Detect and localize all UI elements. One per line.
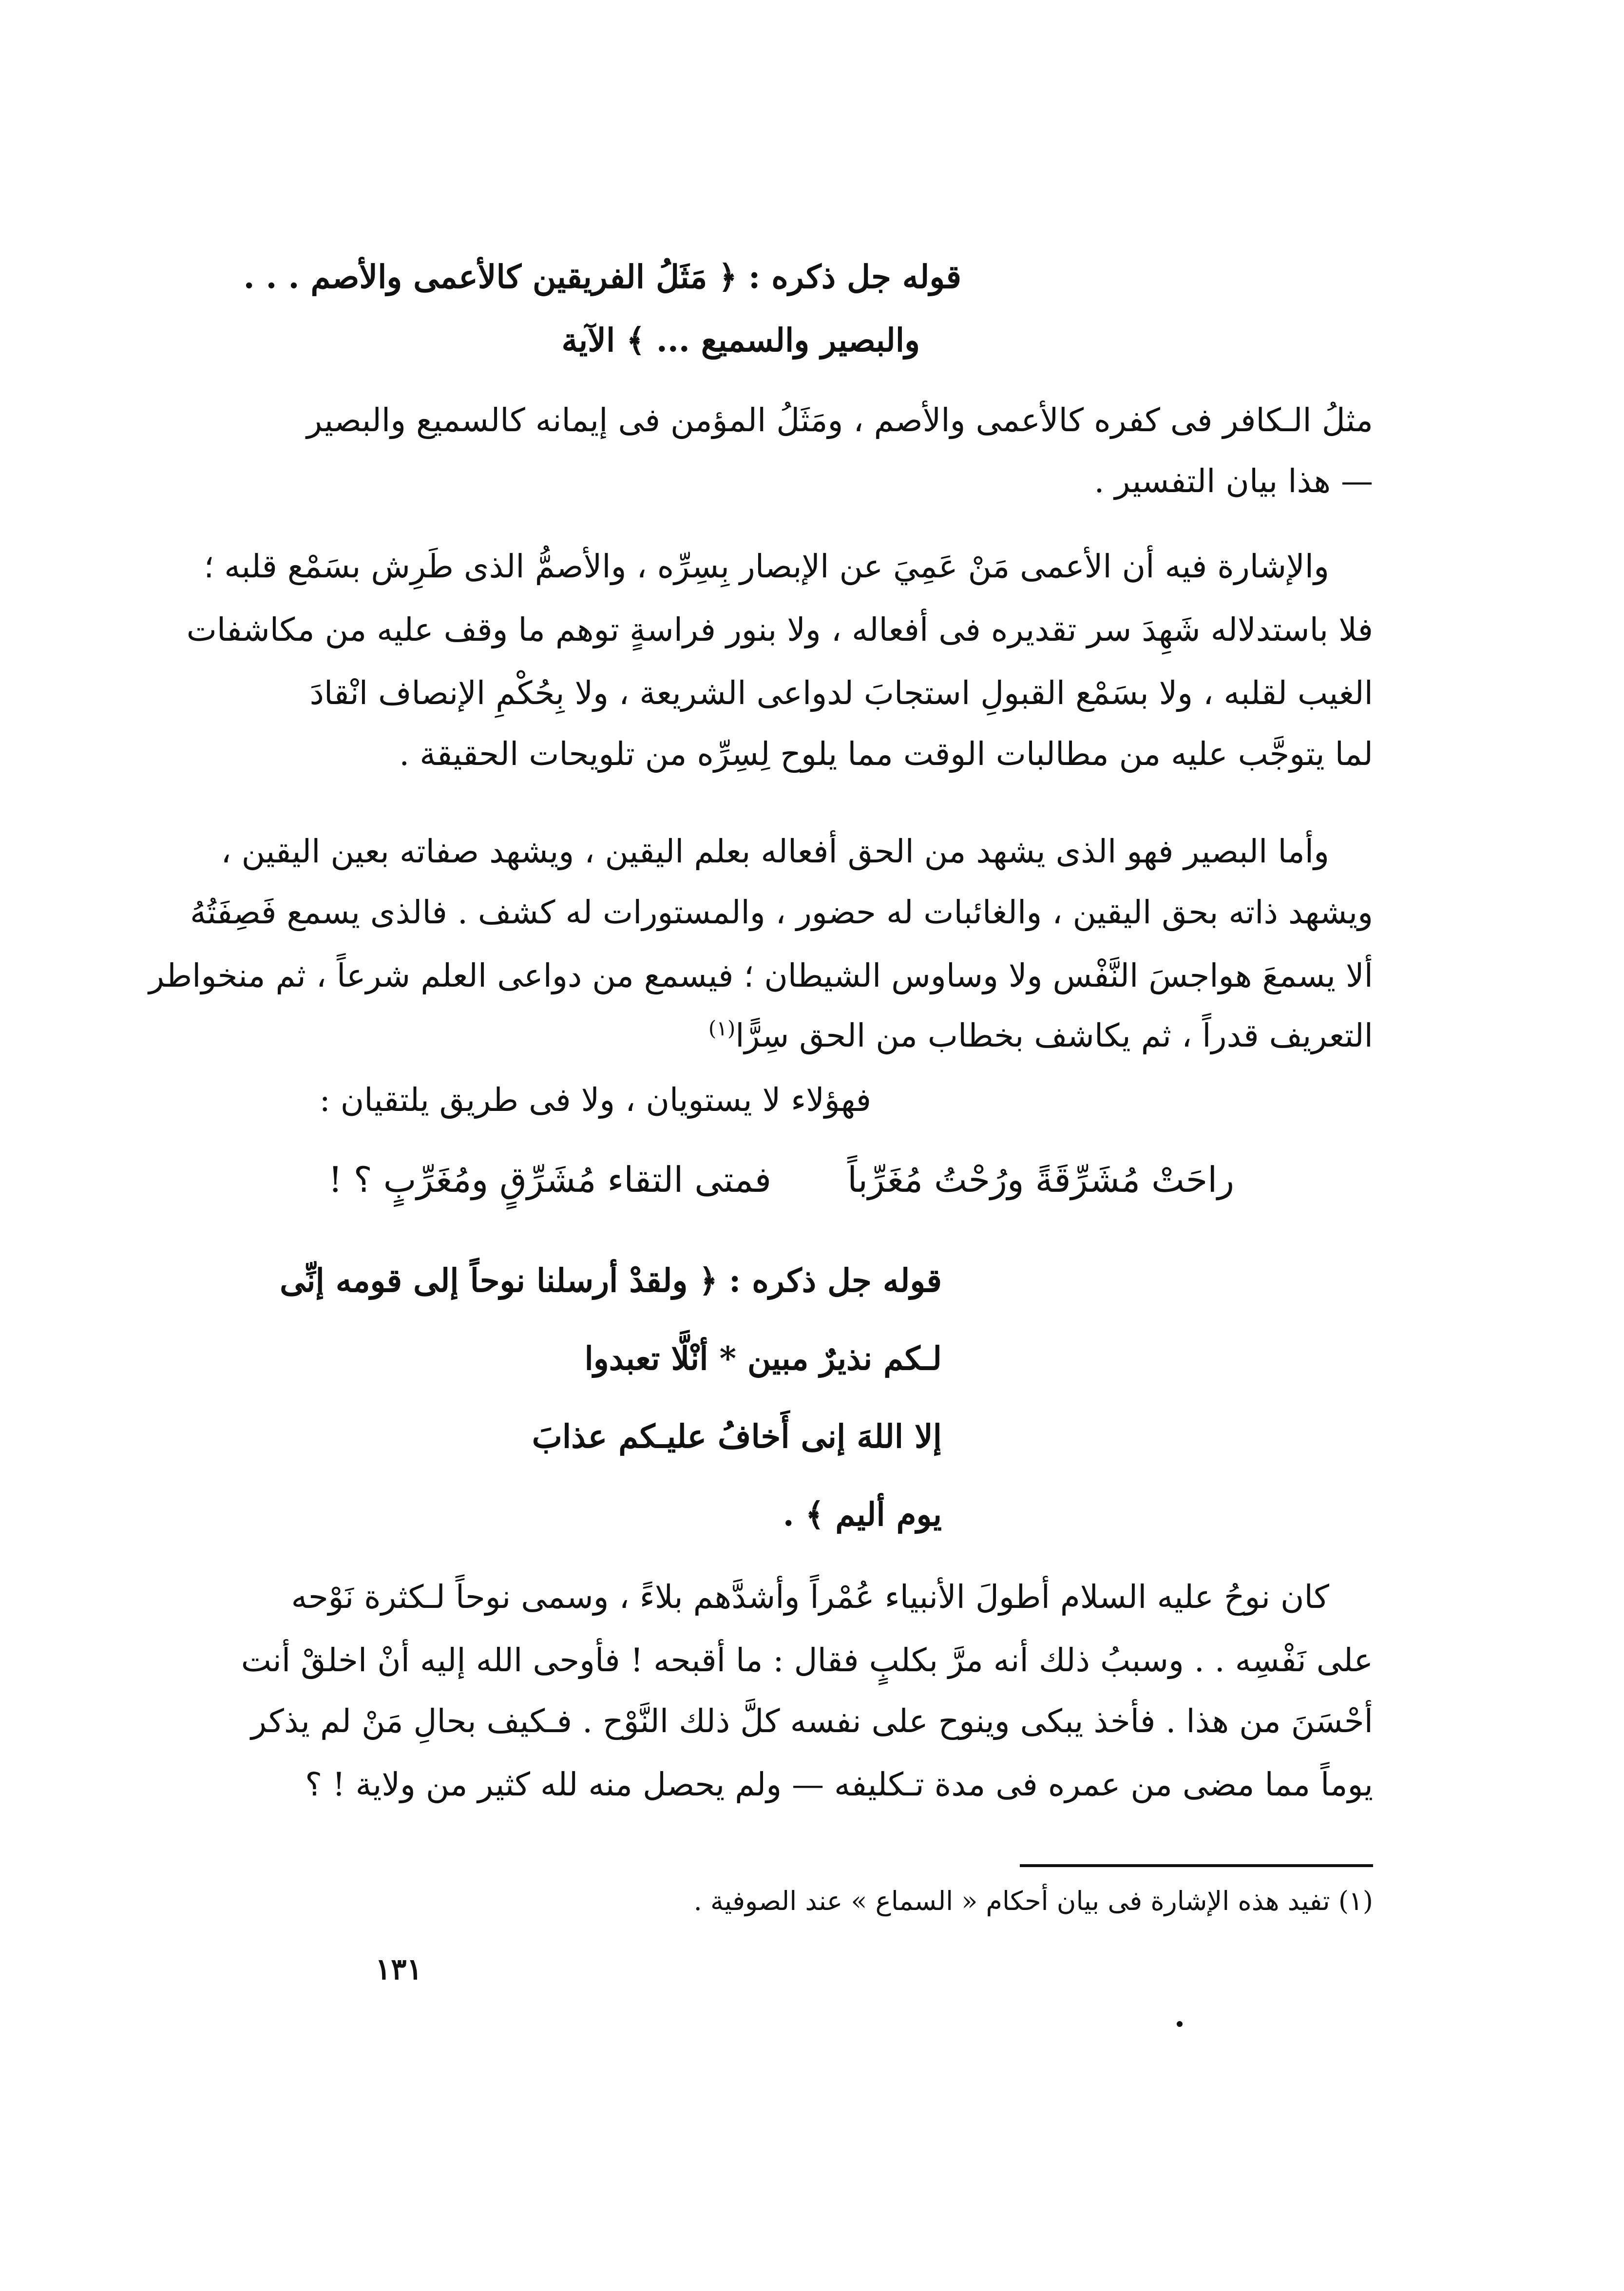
tafsir-line2: — هذا بيان التفسير .: [1094, 462, 1373, 500]
paragraph2-line4-text: التعريف قدراً ، ثم يكاشف بخطاب من الحق سِرًّا: [735, 1017, 1373, 1054]
paragraph4-line3: أحْسَنَ من هذا . فأخذ يبكى وينوح على نفسه كلَّ ذلك النَّوْح . فـكيف بحالِ مَنْ لم يذكر: [251, 1702, 1373, 1740]
paragraph3-line1: فهؤلاء لا يستويان ، ولا فى طريق يلتقيان :: [319, 1081, 871, 1119]
ink-dot: [1177, 2021, 1183, 2027]
section2-heading-line1: قوله جل ذكره : ﴿ ولقدْ أرسلنا نوحاً إلى قومه إنِّى: [280, 1261, 942, 1299]
section1-heading-line1: قوله جل ذكره : ﴿ مَثَلُ الفريقين كالأعمى والأصم . . .: [243, 258, 961, 296]
verse-hemistich-right: راحَتْ مُشَرِّقَةً ورُحْتُ مُغَرِّباً: [847, 1159, 1234, 1200]
paragraph2-line2: ويشهد ذاته بحق اليقين ، والغائبات له حضور ، والمستورات له كشف . فالذى يسمع فَصِفَتُهُ: [190, 894, 1373, 931]
section2-heading-line4: يوم أليم ﴾ .: [783, 1495, 942, 1533]
paragraph4-line1: كان نوحُ عليه السلام أطولَ الأنبياء عُمْراً وأشدَّهم بلاءً ، وسمى نوحاً لـكثرة نَوْحه: [291, 1578, 1329, 1616]
footnote-reference: (١): [708, 1016, 736, 1040]
paragraph2-line3: ألا يسمعَ هواجسَ النَّفْس ولا وساوس الشيطان ؛ فيسمع من دواعى العلم شرعاً ، ثم منخواطر: [149, 957, 1373, 994]
footnote-separator: [1020, 1864, 1373, 1867]
paragraph2-line1: وأما البصير فهو الذى يشهد من الحق أفعاله بعلم اليقين ، ويشهد صفاته بعين اليقين ،: [221, 833, 1329, 870]
paragraph1-line3: الغيب لقلبه ، ولا بسَمْع القبولِ استجابَ لدواعى الشريعة ، ولا بِحُكْمِ الإنصاف انْقادَ: [309, 674, 1373, 712]
footnote-text: (١) تفيد هذه الإشارة فى بيان أحكام « السماع » عند الصوفية .: [693, 1886, 1373, 1916]
paragraph1-line1: والإشارة فيه أن الأعمى مَنْ عَمِيَ عن الإبصار بِسِرِّه ، والأصمُّ الذى طَرِش بسَمْع قلبه ؛: [204, 548, 1329, 585]
section2-heading-line2: لـكم نذيرٌ مبين * أنْلَّا تعبدوا: [584, 1339, 942, 1377]
section2-heading-line3: إلا اللهَ إنى أَخافُ عليـكم عذابَ: [532, 1417, 942, 1455]
paragraph1-line2: فلا باستدلاله شَهِدَ سر تقديره فى أفعاله ، ولا بنور فراسةٍ توهم ما وقف عليه من مكاشفات: [186, 611, 1373, 649]
paragraph4-line2: على نَفْسِه . . وسببُ ذلك أنه مرَّ بكلبٍ فقال : ما أقبحه ! فأوحى الله إليه أنْ اخلقْ أنت: [241, 1642, 1373, 1679]
paragraph2-line4: [330, 1018, 1373, 1052]
section1-heading-line2: والبصير والسميع ... ﴾ الآية: [561, 321, 920, 359]
paragraph1-line4: لما يتوجَّب عليه من مطالبات الوقت مما يلوح لِسِرِّه من تلويحات الحقيقة .: [399, 735, 1373, 773]
paragraph4-line4: يوماً مما مضى من عمره فى مدة تـكليفه — ولم يحصل منه لله كثير من ولاية ! ؟: [305, 1766, 1373, 1803]
tafsir-line1: مثلُ الـكافر فى كفره كالأعمى والأصم ، ومَثَلُ المؤمن فى إيمانه كالسميع والبصير: [306, 401, 1373, 439]
page-number: ١٣١: [375, 1952, 422, 1986]
verse-hemistich-left: فمتى التقاء مُشَرِّقٍ ومُغَرِّبٍ ؟ !: [328, 1159, 771, 1200]
